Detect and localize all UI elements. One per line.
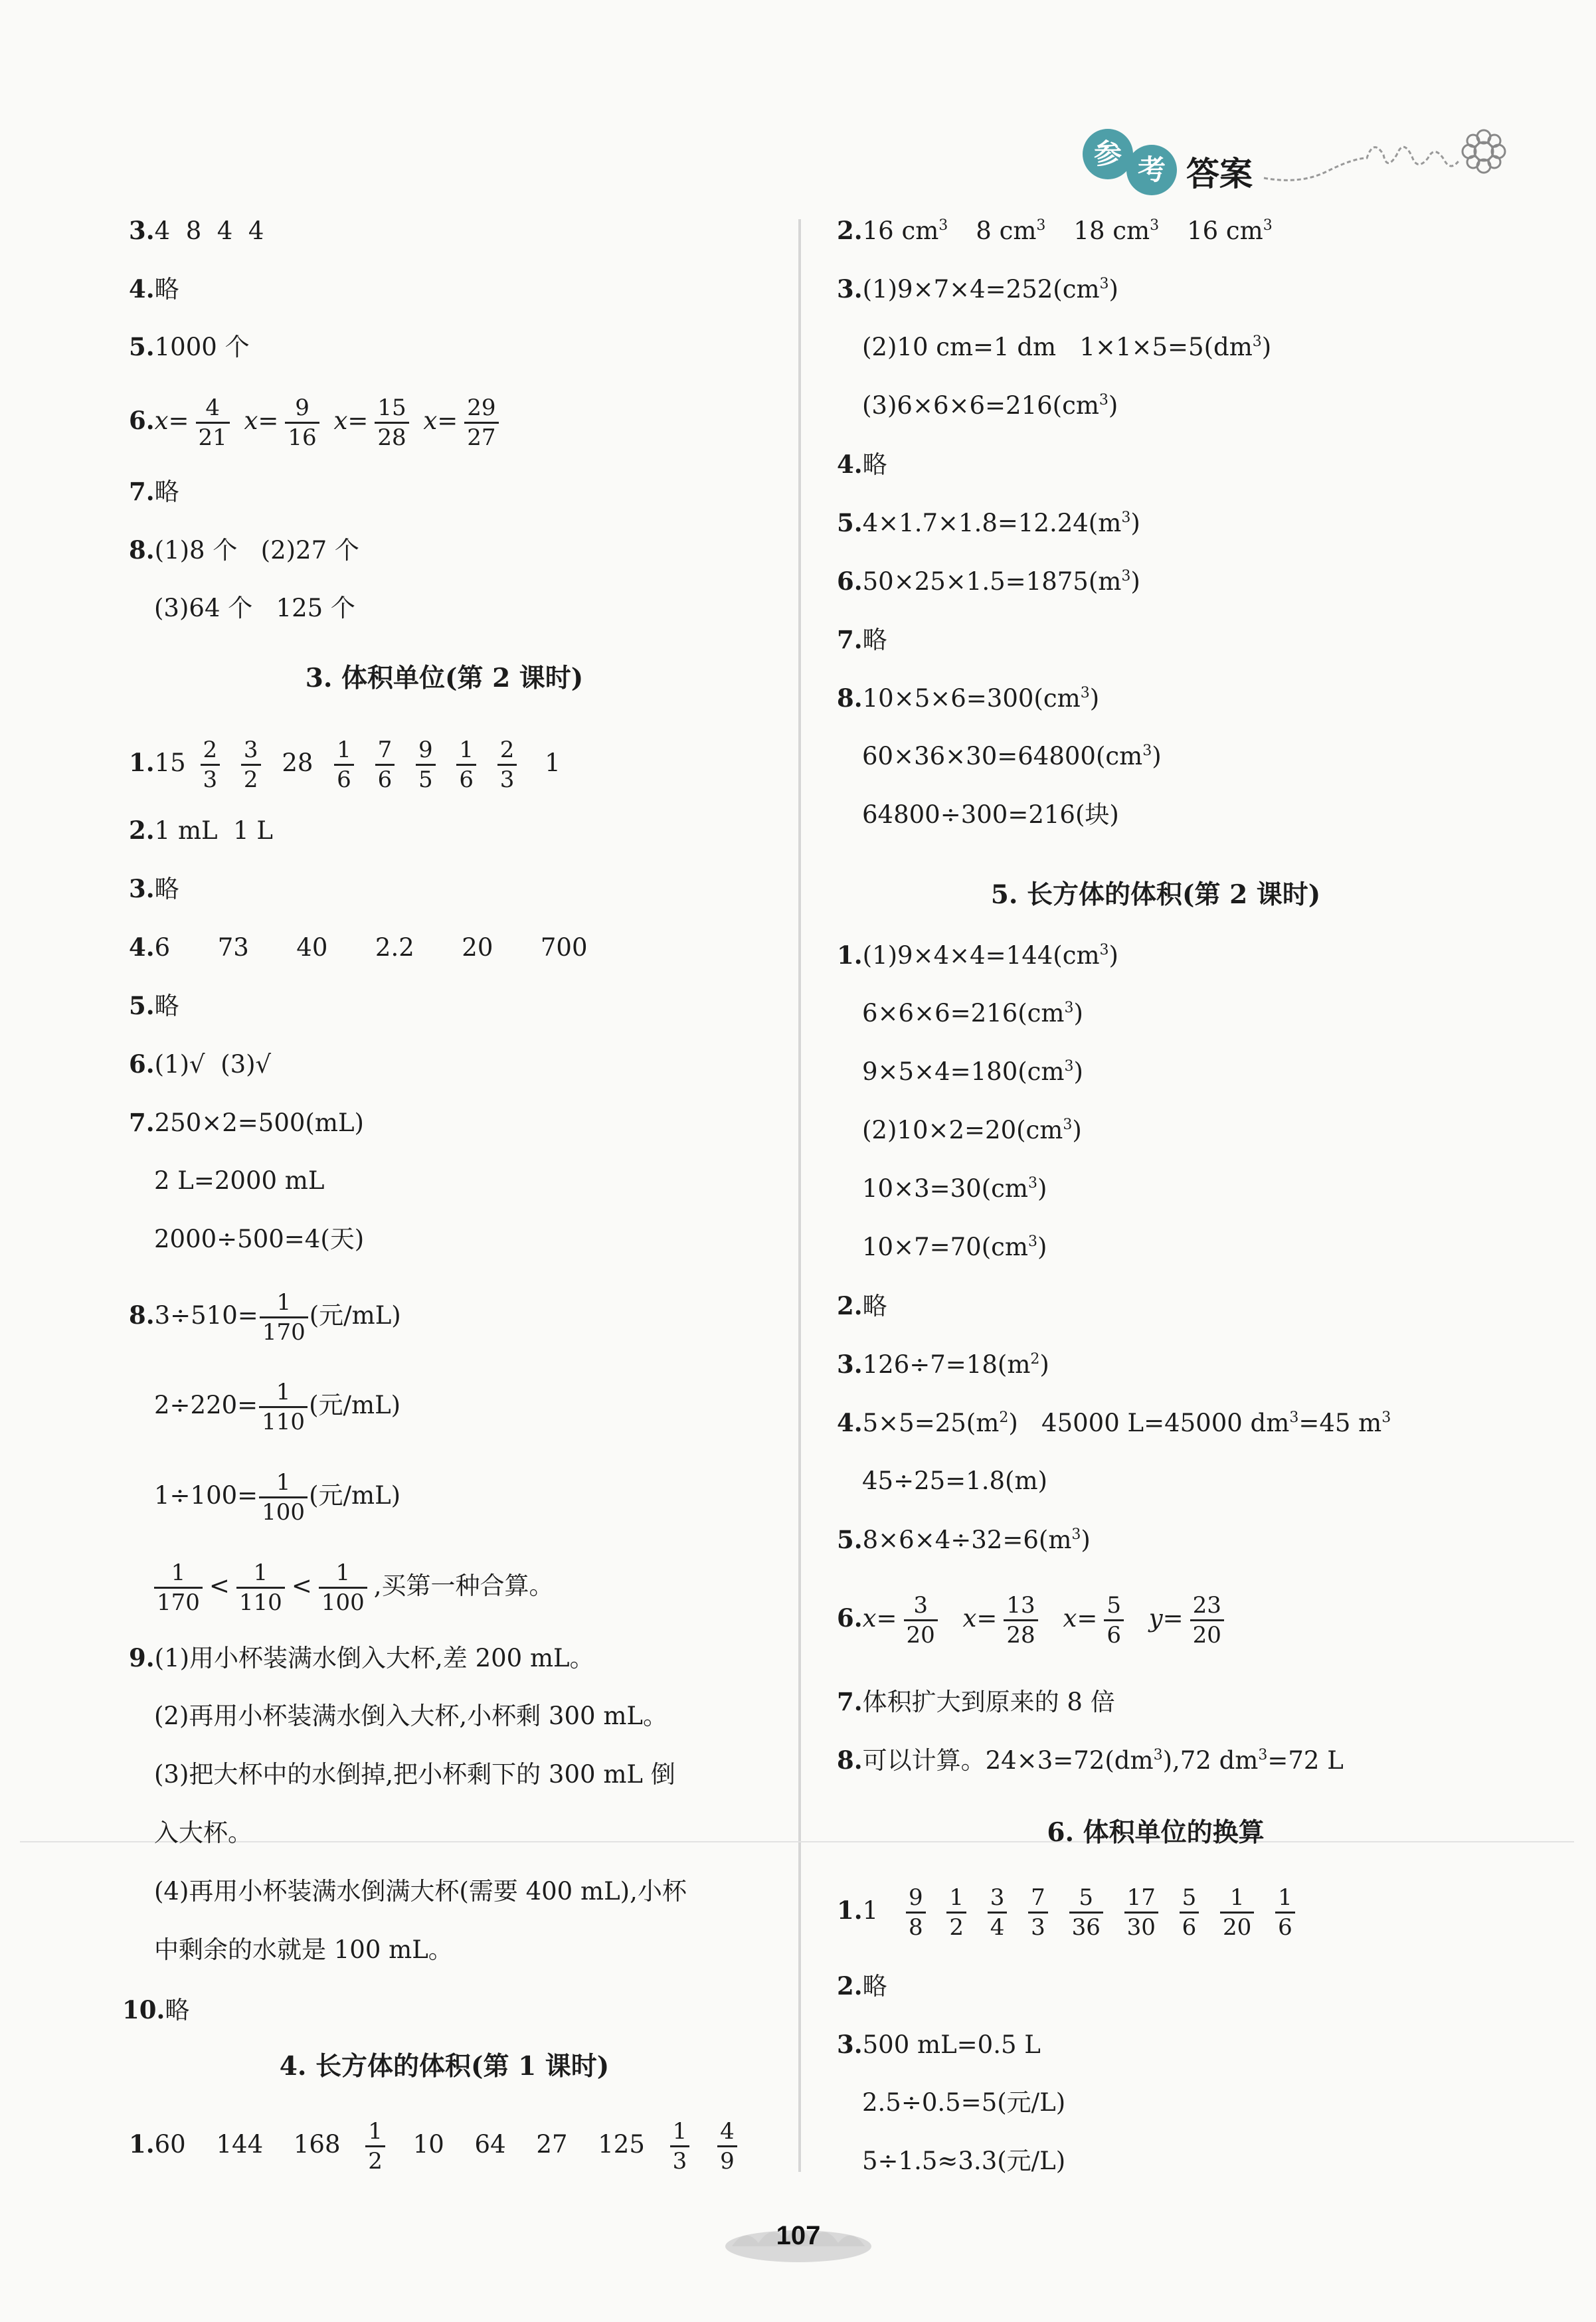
header xyxy=(1083,125,1508,198)
s5-answer-3: $3.126\div 7=18(m^2)$ xyxy=(837,1350,1049,1379)
s3-answer-9a: 9.(1)用小杯装满水倒入大杯,差 200 mL。 xyxy=(129,1643,594,1672)
section-5-title: 5. 长方体的体积(第 2 课时) xyxy=(990,879,1321,910)
answer-5: 5.1000 个 xyxy=(129,332,250,361)
s5-answer-1c: $9\times 5\times 4=180(cm^3)$ xyxy=(862,1057,1083,1086)
r-answer-7: 7.略 xyxy=(837,625,887,654)
s3-answer-5: 5.略 xyxy=(129,991,179,1020)
r-answer-3a: $3.(1)9\times 7\times 4=252(cm^3)$ xyxy=(837,274,1118,304)
section-4-title: 4. 长方体的体积(第 1 课时) xyxy=(279,2051,610,2082)
s5-answer-1e: $10\times 3=30(cm^3)$ xyxy=(862,1174,1047,1203)
s3-answer-9f: 中剩余的水就是 100 mL。 xyxy=(154,1935,453,1964)
s5-answer-1b: $6\times 6\times 6=216(cm^3)$ xyxy=(862,999,1083,1027)
s6-answer-1: 1.1 $\frac{9}{8}$ $\frac{1}{2}$ $\frac{3}{4}$ $\frac{7}{3}$ $\frac{5}{36}$ $\frac{17}{30}$ $\frac{5}{6}$ $\frac{1}{20}$ $\frac{1}{6}$ xyxy=(837,1877,1302,1944)
s5-answer-7: 7.体积扩大到原来的 8 倍 xyxy=(837,1687,1115,1716)
s6-answer-2: 2.略 xyxy=(837,1971,887,2001)
r-answer-6: $6.50\times 25\times 1.5=1875(m^3)$ xyxy=(837,567,1140,596)
r-answer-2: 2.16 $cm^3$ 8 $cm^3$ 18 $cm^3$ 16 $cm^3$ xyxy=(837,216,1273,245)
answer-8-cont: (3)64 个 125 个 xyxy=(154,594,355,622)
answer-8: 8.(1)8 个 (2)27 个 xyxy=(129,535,359,565)
section-6-title: 6. 体积单位的换算 xyxy=(1047,1817,1265,1848)
column-divider xyxy=(798,219,801,2172)
page-number: 107 xyxy=(776,2221,821,2250)
s3-answer-7c: 2000÷500=4(天) xyxy=(154,1225,365,1253)
s3-answer-9e: (4)再用小杯装满水倒满大杯(需要 400 mL),小杯 xyxy=(154,1877,687,1906)
s3-answer-2: 2.1 mL 1 L xyxy=(129,816,273,845)
s5-answer-1d: $(2)10\times 2=20(cm^3)$ xyxy=(862,1116,1082,1144)
s6-answer-3a: 3.500 mL=0.5 L xyxy=(837,2030,1041,2059)
header-badge-2: 考 xyxy=(1126,145,1177,195)
r-answer-5: $5.4\times 1.7\times 1.8=12.24(m^3)$ xyxy=(837,508,1140,537)
answer-4: 4.略 xyxy=(129,274,179,304)
s5-answer-1f: $10\times 7=70(cm^3)$ xyxy=(862,1233,1047,1261)
r-answer-8c: 64800÷300=216(块) xyxy=(862,800,1119,829)
s5-answer-8: 8.可以计算。$24\times 3=72(dm^3),72$ $dm^3=72$ L xyxy=(837,1745,1344,1775)
swirl-flower-icon xyxy=(1261,125,1508,198)
s3-answer-9c: (3)把大杯中的水倒掉,把小杯剩下的 300 mL 倒 xyxy=(154,1760,675,1789)
s3-answer-7b: 2 L=2000 mL xyxy=(154,1166,325,1195)
s4-answer-1: 1.60 144 168 $\frac{1}{2}$ 10 64 27 125 $\frac{1}{3}$ $\frac{4}{9}$ xyxy=(129,2111,744,2178)
answer-6: 6.x= $\frac{4}{21}$ x= $\frac{9}{16}$ x= $\frac{15}{28}$ x= $\frac{29}{27}$ xyxy=(129,391,505,451)
r-answer-4: 4.略 xyxy=(837,450,887,479)
s3-answer-8b: 2÷220= $\frac{1}{110}$ (元/mL) xyxy=(154,1379,401,1435)
s5-answer-4a: $4.5\times 5=25(m^2)$ 45000 L=45000 $dm^3=45$ $m^3$ xyxy=(837,1408,1391,1437)
s5-answer-1a: $1.(1)9\times 4\times 4=144(cm^3)$ xyxy=(837,940,1118,970)
header-badge-1: 参 xyxy=(1083,129,1133,179)
s6-answer-3b: 2.5÷0.5=5(元/L) xyxy=(862,2088,1066,2117)
s3-answer-3: 3.略 xyxy=(129,874,179,903)
s3-answer-1: 1.15 $\frac{2}{3}$ $\frac{3}{2}$ 28 $\frac{1}{6}$ $\frac{7}{6}$ $\frac{9}{5}$ $\frac{1}{6}$ $\frac{2}{3}$ 1 xyxy=(129,737,561,793)
s3-answer-8c: 1÷100= $\frac{1}{100}$ (元/mL) xyxy=(154,1469,401,1526)
s3-answer-9d: 入大杯。 xyxy=(154,1819,252,1847)
page-number-badge xyxy=(719,2206,878,2273)
s5-answer-5: $5.8\times 6\times 4\div 32=6(m^3)$ xyxy=(837,1525,1091,1554)
s5-answer-6: 6.x= $\frac{3}{20}$ x= $\frac{13}{28}$ x= $\frac{5}{6}$ y= $\frac{23}{20}$ xyxy=(837,1585,1231,1652)
s3-answer-9b: (2)再用小杯装满水倒入大杯,小杯剩 300 mL。 xyxy=(154,1702,667,1730)
s5-answer-4b: 45÷25=1.8(m) xyxy=(862,1467,1047,1495)
s3-answer-4: 4.6 73 40 2.2 20 700 xyxy=(129,933,588,962)
s3-answer-8d: $\frac{1}{170}$ < $\frac{1}{110}$ < $\frac{1}{100}$ ,买第一种合算。 xyxy=(147,1553,554,1619)
s3-answer-7: 7.250×2=500(mL) xyxy=(129,1108,364,1137)
r-answer-3c: $(3)6\times 6\times 6=216(cm^3)$ xyxy=(862,391,1118,420)
r-answer-3b: (2)10 cm=1 dm $1\times 1\times 5=5(dm^3)$ xyxy=(862,333,1272,361)
section-3-title: 3. 体积单位(第 2 课时) xyxy=(305,663,584,693)
s6-answer-3c: 5÷1.5≈3.3(元/L) xyxy=(862,2147,1066,2175)
answer-3: 3.4 8 4 4 xyxy=(129,216,264,245)
r-answer-8a: $8.10\times 5\times 6=300(cm^3)$ xyxy=(837,683,1100,713)
s3-answer-10: 10.略 xyxy=(122,1995,190,2024)
s5-answer-2: 2.略 xyxy=(837,1291,887,1320)
s3-answer-8a: 8.3÷510= $\frac{1}{170}$ (元/mL) xyxy=(129,1289,401,1346)
header-label: 答案 xyxy=(1186,154,1253,193)
answer-7: 7.略 xyxy=(129,477,179,506)
r-answer-8b: $60\times 36\times 30=64800(cm^3)$ xyxy=(862,742,1162,770)
s3-answer-6: 6.(1)√ (3)√ xyxy=(129,1049,272,1079)
